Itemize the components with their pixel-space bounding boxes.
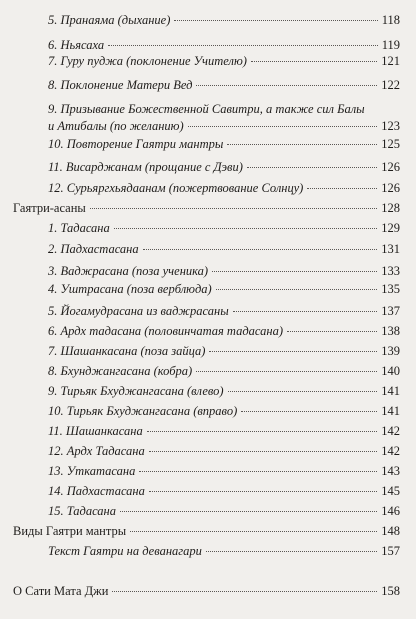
leader-dots <box>196 85 377 86</box>
toc-page-number: 137 <box>381 304 400 318</box>
toc-entry-title: 13. Уткатасана <box>48 464 136 478</box>
leader-dots <box>174 20 377 21</box>
toc-page-number: 122 <box>381 78 400 92</box>
toc-entry <box>48 159 400 175</box>
toc-entry-title: 14. Падхастасана <box>48 484 145 498</box>
toc-page-number: 126 <box>381 181 400 195</box>
toc-entry-title: 7. Гуру пуджа (поклонение Учителю) <box>48 54 247 68</box>
toc-page-number: 126 <box>381 160 400 174</box>
toc-entry <box>48 281 400 297</box>
toc-entry <box>48 77 400 93</box>
toc-entry <box>48 220 400 236</box>
leader-dots <box>114 228 378 229</box>
toc-entry <box>48 483 400 499</box>
toc-section-title: Гаятри-асаны <box>13 201 86 215</box>
toc-page-number: 135 <box>381 282 400 296</box>
toc-entry <box>48 263 400 279</box>
leader-dots <box>147 431 378 432</box>
leader-dots <box>227 144 377 145</box>
toc-entry-title: 6. Ньясаха <box>48 38 105 52</box>
toc-entry-title: 10. Тирьяк Бхуджангасана (вправо) <box>48 404 238 418</box>
toc-entry <box>48 136 400 152</box>
toc-entry-title: 9. Тирьяк Бхуджангасана (влево) <box>48 384 224 398</box>
toc-entry-title: 12. Ардх Тадасана <box>48 444 145 458</box>
toc-entry-title: 11. Шашанкасана <box>48 424 143 438</box>
leader-dots <box>228 391 378 392</box>
leader-dots <box>307 188 377 189</box>
leader-dots <box>139 471 377 472</box>
toc-page-number: 125 <box>381 137 400 151</box>
toc-entry <box>48 37 400 53</box>
toc-entry-title: 15. Тадасана <box>48 504 116 518</box>
leader-dots <box>233 311 378 312</box>
toc-entry <box>48 53 400 69</box>
toc-page-number: 140 <box>381 364 400 378</box>
toc-page-number: 143 <box>381 464 400 478</box>
toc-section <box>13 523 400 539</box>
toc-page-number: 141 <box>381 384 400 398</box>
leader-dots <box>112 591 377 592</box>
toc-entry <box>48 12 400 28</box>
toc-entry-title: 2. Падхастасана <box>48 242 139 256</box>
toc-entry <box>48 180 400 196</box>
leader-dots <box>247 167 377 168</box>
toc-page-number: 141 <box>381 404 400 418</box>
leader-dots <box>108 45 378 46</box>
toc-page-number: 118 <box>381 13 400 27</box>
toc-section-title: Виды Гаятри мантры <box>13 524 127 538</box>
leader-dots <box>149 491 377 492</box>
toc-entry <box>48 423 400 439</box>
toc-entry-title: 4. Уштрасана (поза верблюда) <box>48 282 212 296</box>
leader-dots <box>90 208 377 209</box>
toc-entry-title: 11. Висарджанам (прощание с Дэви) <box>48 160 243 174</box>
leader-dots <box>143 249 378 250</box>
leader-dots <box>188 126 378 127</box>
toc-entry <box>48 363 400 379</box>
leader-dots <box>241 411 377 412</box>
toc-entry-title: 8. Бхунджангасана (кобра) <box>48 364 193 378</box>
leader-dots <box>196 371 377 372</box>
toc-entry <box>48 383 400 399</box>
toc-entry-title: 10. Повторение Гаятри мантры <box>48 137 224 151</box>
toc-page-number: 121 <box>381 54 400 68</box>
leader-dots <box>212 271 377 272</box>
toc-entry-title: 6. Ардх тадасана (половинчатая тадасана) <box>48 324 284 338</box>
toc-page-number: 145 <box>381 484 400 498</box>
toc-page-number: 123 <box>381 119 400 133</box>
toc-entry <box>48 118 400 134</box>
toc-page-number: 142 <box>381 424 400 438</box>
leader-dots <box>216 289 378 290</box>
toc-entry-title-line1: 9. Призывание Божественной Савитри, а также сил Балы <box>48 102 365 116</box>
toc-entry <box>48 443 400 459</box>
leader-dots <box>120 511 377 512</box>
leader-dots <box>206 551 377 552</box>
toc-entry <box>48 543 400 559</box>
toc-page-number: 128 <box>381 201 400 215</box>
leader-dots <box>287 331 377 332</box>
leader-dots <box>209 351 377 352</box>
toc-entry <box>48 323 400 339</box>
toc-page-number: 129 <box>381 221 400 235</box>
toc-entry-title: 1. Тадасана <box>48 221 110 235</box>
toc-page-number: 139 <box>381 344 400 358</box>
toc-entry-title: 7. Шашанкасана (поза зайца) <box>48 344 206 358</box>
toc-entry <box>48 343 400 359</box>
leader-dots <box>251 61 377 62</box>
toc-entry <box>48 503 400 519</box>
toc-entry-title: 12. Сурьяргхьядаанам (пожертвование Солнцу) <box>48 181 304 195</box>
toc-entry-title: 5. Пранаяма (дыхание) <box>48 13 171 27</box>
toc-entry <box>48 463 400 479</box>
toc-page-number: 158 <box>381 584 400 598</box>
toc-page-number: 119 <box>381 38 400 52</box>
toc-entry <box>48 403 400 419</box>
toc-entry-title: и Атибалы (по желанию) <box>48 119 184 133</box>
toc-entry <box>48 241 400 257</box>
toc-section <box>13 200 400 216</box>
toc-page-number: 142 <box>381 444 400 458</box>
toc-entry-title: 5. Йогамудрасана из ваджрасаны <box>48 304 229 318</box>
toc-entry-title: 3. Ваджрасана (поза ученика) <box>48 264 209 278</box>
leader-dots <box>130 531 377 532</box>
toc-page-number: 148 <box>381 524 400 538</box>
leader-dots <box>149 451 378 452</box>
toc-page-number: 138 <box>381 324 400 338</box>
toc-entry-title: 8. Поклонение Матери Вед <box>48 78 193 92</box>
toc-section <box>13 583 400 599</box>
toc-page-number: 157 <box>381 544 400 558</box>
toc-page-number: 146 <box>381 504 400 518</box>
toc-entry <box>48 303 400 319</box>
toc-entry-title: Текст Гаятри на деванагари <box>48 544 202 558</box>
toc-page-number: 133 <box>381 264 400 278</box>
toc-section-title: О Сати Мата Джи <box>13 584 109 598</box>
toc-page-number: 131 <box>381 242 400 256</box>
